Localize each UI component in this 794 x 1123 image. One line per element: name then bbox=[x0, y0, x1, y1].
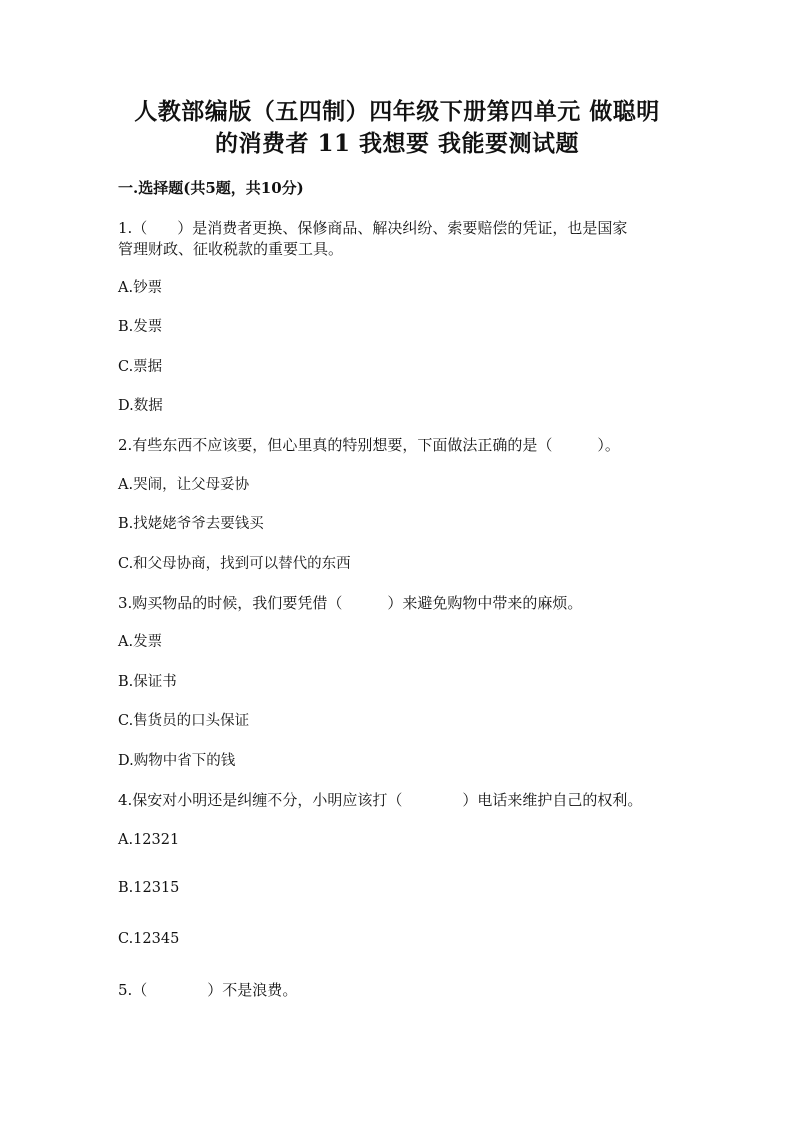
question-3-text: 3.购买物品的时候，我们要凭借（ ）来避免购物中带来的麻烦。 bbox=[118, 594, 583, 612]
question-3-option-a[interactable]: A.发票 bbox=[118, 634, 163, 650]
question-2-option-a[interactable]: A.哭闹，让父母妥协 bbox=[118, 477, 250, 493]
question-5-text: 5.（ ）不是浪费。 bbox=[118, 981, 298, 999]
section-heading: 一.选择题(共5题，共10分) bbox=[118, 179, 304, 197]
question-1-option-b[interactable]: B.发票 bbox=[118, 319, 163, 335]
question-3-option-c[interactable]: C.售货员的口头保证 bbox=[118, 713, 250, 729]
question-2-option-c[interactable]: C.和父母协商，找到可以替代的东西 bbox=[118, 556, 351, 572]
question-2-text: 2.有些东西不应该要，但心里真的特别想要，下面做法正确的是（ ）。 bbox=[118, 436, 620, 454]
question-2-option-b[interactable]: B.找姥姥爷爷去要钱买 bbox=[118, 516, 264, 532]
question-1-option-c[interactable]: C.票据 bbox=[118, 359, 163, 375]
question-3-option-d[interactable]: D.购物中省下的钱 bbox=[118, 753, 236, 769]
question-4-option-b[interactable]: B.12315 bbox=[118, 880, 180, 896]
question-1-text-line-2: 管理财政、征收税款的重要工具。 bbox=[118, 240, 344, 258]
question-4-option-a[interactable]: A.12321 bbox=[118, 832, 180, 848]
question-3-option-b[interactable]: B.保证书 bbox=[118, 674, 177, 690]
question-4-text: 4.保安对小明还是纠缠不分，小明应该打（ ）电话来维护自己的权利。 bbox=[118, 791, 643, 809]
page-title-line-2: 的消费者 11 我想要 我能要测试题 bbox=[214, 130, 580, 157]
question-1-option-d[interactable]: D.数据 bbox=[118, 398, 163, 414]
question-4-option-c[interactable]: C.12345 bbox=[118, 931, 180, 947]
page-title-line-1: 人教部编版（五四制）四年级下册第四单元 做聪明 bbox=[134, 98, 660, 125]
question-1-text-line-1: 1.（ ）是消费者更换、保修商品、解决纠纷、索要赔偿的凭证，也是国家 bbox=[118, 219, 628, 237]
question-1-option-a[interactable]: A.钞票 bbox=[118, 280, 163, 296]
